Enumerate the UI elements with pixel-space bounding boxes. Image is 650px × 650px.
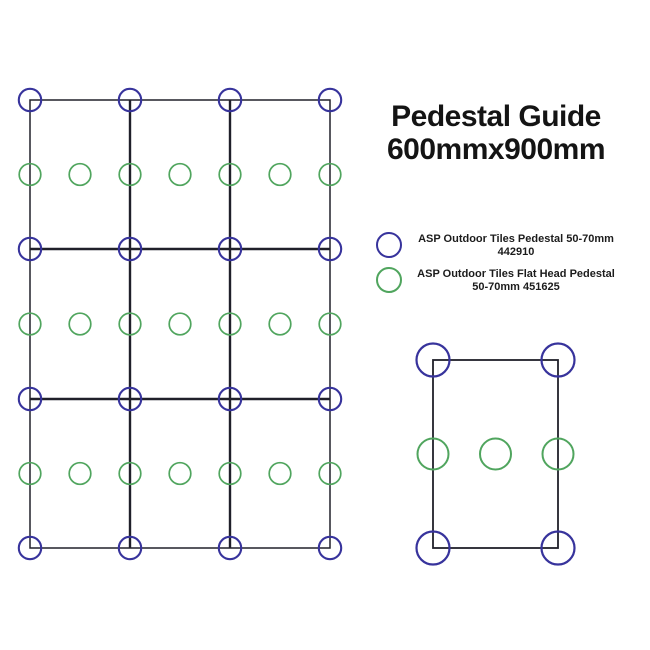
flat-head-pedestal-circle [269, 313, 291, 335]
flat-head-pedestal-circle [169, 463, 191, 485]
legend-label-flat-head-line2: 50-70mm 451625 [472, 280, 560, 293]
single-tile-outline [433, 360, 558, 548]
flat-head-pedestal-circle-icon [376, 267, 402, 293]
legend-label-pedestal [408, 233, 624, 258]
page-title-line2: 600mmx900mm [387, 133, 605, 166]
flat-head-pedestal-circle [480, 439, 511, 470]
legend-label-flat-head-line1: ASP Outdoor Tiles Flat Head Pedestal [417, 268, 615, 280]
pedestal-circle-icon [376, 232, 402, 258]
flat-head-pedestal-circle [169, 313, 191, 335]
page-title [370, 100, 622, 166]
page-title-line1: Pedestal Guide [391, 100, 601, 133]
flat-head-pedestal-circle [69, 313, 91, 335]
legend-item-pedestal [376, 233, 624, 258]
flat-head-pedestal-circle [269, 164, 291, 186]
flat-head-pedestal-circle [269, 463, 291, 485]
legend-item-flat-head-pedestal [376, 268, 624, 293]
flat-head-pedestal-circle [69, 164, 91, 186]
flat-head-pedestal-circle [69, 463, 91, 485]
legend [376, 233, 624, 293]
tile-grid-outline [30, 100, 330, 548]
flat-head-pedestal-circle [169, 164, 191, 186]
legend-label-pedestal-line2: 442910 [497, 245, 535, 258]
legend-label-pedestal-line1: ASP Outdoor Tiles Pedestal 50-70mm [418, 233, 614, 245]
legend-label-flat-head-pedestal [408, 268, 624, 293]
